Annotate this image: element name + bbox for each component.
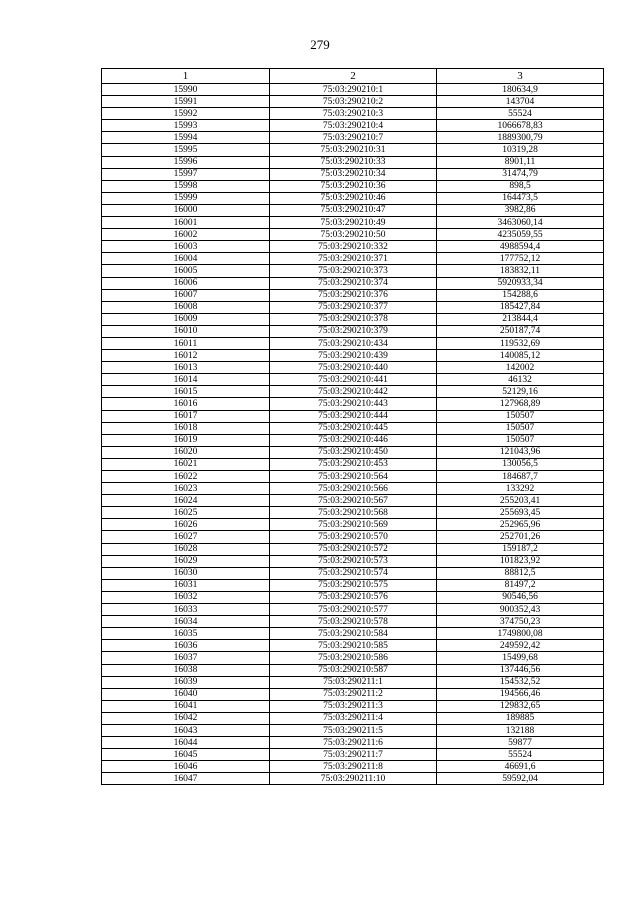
row-number-cell: 16015 [102, 386, 270, 398]
cadastral-number-cell: 75:03:290210:566 [270, 483, 437, 495]
cadastral-number-cell: 75:03:290210:371 [270, 253, 437, 265]
value-cell: 3982,86 [437, 204, 604, 216]
value-cell: 374750,23 [437, 616, 604, 628]
row-number-cell: 16006 [102, 277, 270, 289]
row-number-cell: 16007 [102, 289, 270, 301]
value-cell: 10319,28 [437, 144, 604, 156]
value-cell: 194566,46 [437, 688, 604, 700]
row-number-cell: 16033 [102, 604, 270, 616]
row-number-cell: 16044 [102, 737, 270, 749]
table-row [102, 277, 604, 289]
value-cell: 150507 [437, 422, 604, 434]
cadastral-number-cell: 75:03:290210:573 [270, 555, 437, 567]
column-header-2: 2 [270, 69, 437, 84]
cadastral-number-cell: 75:03:290210:376 [270, 289, 437, 301]
value-cell: 81497,2 [437, 579, 604, 591]
table-row [102, 712, 604, 724]
value-cell: 31474,79 [437, 168, 604, 180]
cadastral-number-cell: 75:03:290210:568 [270, 507, 437, 519]
row-number-cell: 16025 [102, 507, 270, 519]
row-number-cell: 16008 [102, 301, 270, 313]
table-row [102, 591, 604, 603]
value-cell: 213844,4 [437, 313, 604, 325]
table-row [102, 555, 604, 567]
cadastral-number-cell: 75:03:290210:572 [270, 543, 437, 555]
row-number-cell: 16020 [102, 446, 270, 458]
cadastral-number-cell: 75:03:290211:10 [270, 773, 437, 785]
value-cell: 5920933,34 [437, 277, 604, 289]
table-row [102, 217, 604, 229]
cadastral-number-cell: 75:03:290211:6 [270, 737, 437, 749]
row-number-cell: 16032 [102, 591, 270, 603]
cadastral-number-cell: 75:03:290211:7 [270, 749, 437, 761]
value-cell: 189885 [437, 712, 604, 724]
row-number-cell: 16002 [102, 229, 270, 241]
row-number-cell: 16018 [102, 422, 270, 434]
cadastral-number-cell: 75:03:290210:564 [270, 471, 437, 483]
value-cell: 140085,12 [437, 350, 604, 362]
table-row [102, 398, 604, 410]
cadastral-number-cell: 75:03:290210:445 [270, 422, 437, 434]
table-row [102, 132, 604, 144]
table-row [102, 374, 604, 386]
row-number-cell: 16021 [102, 458, 270, 470]
table-row [102, 761, 604, 773]
table-row [102, 180, 604, 192]
value-cell: 184687,7 [437, 471, 604, 483]
value-cell: 59877 [437, 737, 604, 749]
table-row [102, 616, 604, 628]
value-cell: 101823,92 [437, 555, 604, 567]
value-cell: 4235059,55 [437, 229, 604, 241]
cadastral-number-cell: 75:03:290210:585 [270, 640, 437, 652]
row-number-cell: 15993 [102, 120, 270, 132]
cadastral-number-cell: 75:03:290210:378 [270, 313, 437, 325]
value-cell: 154288,6 [437, 289, 604, 301]
table-row [102, 253, 604, 265]
row-number-cell: 16009 [102, 313, 270, 325]
row-number-cell: 16022 [102, 471, 270, 483]
table-row [102, 84, 604, 96]
value-cell: 154532,52 [437, 676, 604, 688]
cadastral-number-cell: 75:03:290210:377 [270, 301, 437, 313]
table-row [102, 422, 604, 434]
row-number-cell: 16028 [102, 543, 270, 555]
table-row [102, 241, 604, 253]
value-cell: 185427,84 [437, 301, 604, 313]
table-row [102, 543, 604, 555]
value-cell: 255203,41 [437, 495, 604, 507]
value-cell: 177752,12 [437, 253, 604, 265]
column-header-3: 3 [437, 69, 604, 84]
table-row [102, 301, 604, 313]
cadastral-number-cell: 75:03:290210:374 [270, 277, 437, 289]
row-number-cell: 16000 [102, 204, 270, 216]
cadastral-number-cell: 75:03:290210:576 [270, 591, 437, 603]
row-number-cell: 16047 [102, 773, 270, 785]
row-number-cell: 16039 [102, 676, 270, 688]
table-row [102, 567, 604, 579]
table-row [102, 265, 604, 277]
value-cell: 255693,45 [437, 507, 604, 519]
table-row [102, 688, 604, 700]
value-cell: 150507 [437, 410, 604, 422]
table-row [102, 531, 604, 543]
cadastral-number-cell: 75:03:290210:34 [270, 168, 437, 180]
table-row [102, 471, 604, 483]
value-cell: 1066678,83 [437, 120, 604, 132]
value-cell: 119532,69 [437, 337, 604, 349]
table-row [102, 519, 604, 531]
table-row [102, 640, 604, 652]
table-row [102, 700, 604, 712]
table-row [102, 108, 604, 120]
row-number-cell: 16040 [102, 688, 270, 700]
table-row [102, 446, 604, 458]
table-row [102, 483, 604, 495]
table-row [102, 737, 604, 749]
cadastral-number-cell: 75:03:290210:1 [270, 84, 437, 96]
cadastral-number-cell: 75:03:290210:570 [270, 531, 437, 543]
cadastral-number-cell: 75:03:290211:1 [270, 676, 437, 688]
cadastral-number-cell: 75:03:290210:31 [270, 144, 437, 156]
value-cell: 133292 [437, 483, 604, 495]
table-header-row [102, 69, 604, 84]
cadastral-number-cell: 75:03:290210:49 [270, 217, 437, 229]
value-cell: 183832,11 [437, 265, 604, 277]
cadastral-number-cell: 75:03:290211:8 [270, 761, 437, 773]
row-number-cell: 16036 [102, 640, 270, 652]
column-header-1: 1 [102, 69, 270, 84]
row-number-cell: 16045 [102, 749, 270, 761]
value-cell: 142002 [437, 362, 604, 374]
row-number-cell: 16016 [102, 398, 270, 410]
row-number-cell: 15991 [102, 96, 270, 108]
table-row [102, 664, 604, 676]
cadastral-number-cell: 75:03:290210:434 [270, 337, 437, 349]
table-row [102, 410, 604, 422]
table-row [102, 156, 604, 168]
cadastral-number-cell: 75:03:290210:3 [270, 108, 437, 120]
value-cell: 55524 [437, 108, 604, 120]
row-number-cell: 15990 [102, 84, 270, 96]
cadastral-number-cell: 75:03:290210:7 [270, 132, 437, 144]
value-cell: 3463060,14 [437, 217, 604, 229]
table-row [102, 724, 604, 736]
cadastral-number-cell: 75:03:290210:586 [270, 652, 437, 664]
cadastral-number-cell: 75:03:290210:453 [270, 458, 437, 470]
cadastral-number-cell: 75:03:290210:4 [270, 120, 437, 132]
value-cell: 252701,26 [437, 531, 604, 543]
value-cell: 4988594,4 [437, 241, 604, 253]
row-number-cell: 16013 [102, 362, 270, 374]
cadastral-number-cell: 75:03:290210:379 [270, 325, 437, 337]
value-cell: 132188 [437, 724, 604, 736]
row-number-cell: 16024 [102, 495, 270, 507]
table-row [102, 289, 604, 301]
cadastral-number-cell: 75:03:290211:2 [270, 688, 437, 700]
row-number-cell: 16041 [102, 700, 270, 712]
row-number-cell: 15992 [102, 108, 270, 120]
value-cell: 88812,5 [437, 567, 604, 579]
cadastral-number-cell: 75:03:290210:50 [270, 229, 437, 241]
row-number-cell: 16017 [102, 410, 270, 422]
value-cell: 52129,16 [437, 386, 604, 398]
row-number-cell: 15996 [102, 156, 270, 168]
row-number-cell: 16027 [102, 531, 270, 543]
value-cell: 121043,96 [437, 446, 604, 458]
cadastral-number-cell: 75:03:290210:450 [270, 446, 437, 458]
table-row [102, 144, 604, 156]
value-cell: 46132 [437, 374, 604, 386]
value-cell: 159187,2 [437, 543, 604, 555]
cadastral-number-cell: 75:03:290210:575 [270, 579, 437, 591]
table-row [102, 579, 604, 591]
row-number-cell: 16011 [102, 337, 270, 349]
row-number-cell: 16014 [102, 374, 270, 386]
value-cell: 46691,6 [437, 761, 604, 773]
cadastral-number-cell: 75:03:290210:446 [270, 434, 437, 446]
cadastral-number-cell: 75:03:290210:444 [270, 410, 437, 422]
value-cell: 127968,89 [437, 398, 604, 410]
table-row [102, 652, 604, 664]
table-row [102, 204, 604, 216]
value-cell: 180634,9 [437, 84, 604, 96]
table-row [102, 325, 604, 337]
table-row [102, 362, 604, 374]
table-row [102, 120, 604, 132]
cadastral-number-cell: 75:03:290210:33 [270, 156, 437, 168]
cadastral-number-cell: 75:03:290210:373 [270, 265, 437, 277]
row-number-cell: 16046 [102, 761, 270, 773]
table-row [102, 434, 604, 446]
page-number: 279 [310, 37, 330, 52]
table-row [102, 313, 604, 325]
table-row [102, 676, 604, 688]
value-cell: 55524 [437, 749, 604, 761]
cadastral-number-cell: 75:03:290210:443 [270, 398, 437, 410]
row-number-cell: 16029 [102, 555, 270, 567]
table-row [102, 168, 604, 180]
table-row [102, 604, 604, 616]
cadastral-number-cell: 75:03:290210:2 [270, 96, 437, 108]
value-cell: 137446,56 [437, 664, 604, 676]
value-cell: 130056,5 [437, 458, 604, 470]
row-number-cell: 16026 [102, 519, 270, 531]
row-number-cell: 16004 [102, 253, 270, 265]
table-body [102, 84, 604, 785]
value-cell: 129832,65 [437, 700, 604, 712]
table-row [102, 749, 604, 761]
value-cell: 59592,04 [437, 773, 604, 785]
row-number-cell: 16019 [102, 434, 270, 446]
cadastral-table [101, 68, 604, 785]
row-number-cell: 16001 [102, 217, 270, 229]
row-number-cell: 16035 [102, 628, 270, 640]
cadastral-number-cell: 75:03:290211:3 [270, 700, 437, 712]
table-row [102, 495, 604, 507]
value-cell: 8901,11 [437, 156, 604, 168]
row-number-cell: 16037 [102, 652, 270, 664]
row-number-cell: 16030 [102, 567, 270, 579]
value-cell: 900352,43 [437, 604, 604, 616]
table-row [102, 628, 604, 640]
value-cell: 1889300,79 [437, 132, 604, 144]
row-number-cell: 16023 [102, 483, 270, 495]
cadastral-number-cell: 75:03:290210:47 [270, 204, 437, 216]
row-number-cell: 16038 [102, 664, 270, 676]
row-number-cell: 16042 [102, 712, 270, 724]
table-row [102, 458, 604, 470]
value-cell: 164473,5 [437, 192, 604, 204]
value-cell: 250187,74 [437, 325, 604, 337]
cadastral-number-cell: 75:03:290210:441 [270, 374, 437, 386]
table-row [102, 773, 604, 785]
table-row [102, 192, 604, 204]
cadastral-number-cell: 75:03:290210:567 [270, 495, 437, 507]
cadastral-number-cell: 75:03:290210:577 [270, 604, 437, 616]
row-number-cell: 15997 [102, 168, 270, 180]
cadastral-number-cell: 75:03:290211:5 [270, 724, 437, 736]
table-row [102, 386, 604, 398]
cadastral-number-cell: 75:03:290210:46 [270, 192, 437, 204]
row-number-cell: 16034 [102, 616, 270, 628]
table-row [102, 229, 604, 241]
table-row [102, 337, 604, 349]
row-number-cell: 16005 [102, 265, 270, 277]
value-cell: 143704 [437, 96, 604, 108]
table-row [102, 507, 604, 519]
value-cell: 252965,96 [437, 519, 604, 531]
row-number-cell: 16043 [102, 724, 270, 736]
row-number-cell: 16031 [102, 579, 270, 591]
cadastral-number-cell: 75:03:290211:4 [270, 712, 437, 724]
cadastral-number-cell: 75:03:290210:569 [270, 519, 437, 531]
cadastral-number-cell: 75:03:290210:439 [270, 350, 437, 362]
cadastral-number-cell: 75:03:290210:36 [270, 180, 437, 192]
row-number-cell: 15999 [102, 192, 270, 204]
row-number-cell: 16012 [102, 350, 270, 362]
row-number-cell: 16003 [102, 241, 270, 253]
value-cell: 150507 [437, 434, 604, 446]
row-number-cell: 16010 [102, 325, 270, 337]
value-cell: 15499,68 [437, 652, 604, 664]
value-cell: 249592,42 [437, 640, 604, 652]
value-cell: 1749800,08 [437, 628, 604, 640]
cadastral-number-cell: 75:03:290210:574 [270, 567, 437, 579]
value-cell: 90546,56 [437, 591, 604, 603]
cadastral-number-cell: 75:03:290210:584 [270, 628, 437, 640]
cadastral-number-cell: 75:03:290210:440 [270, 362, 437, 374]
cadastral-number-cell: 75:03:290210:578 [270, 616, 437, 628]
cadastral-number-cell: 75:03:290210:332 [270, 241, 437, 253]
table-row [102, 350, 604, 362]
row-number-cell: 15998 [102, 180, 270, 192]
cadastral-number-cell: 75:03:290210:442 [270, 386, 437, 398]
row-number-cell: 15994 [102, 132, 270, 144]
value-cell: 898,5 [437, 180, 604, 192]
row-number-cell: 15995 [102, 144, 270, 156]
table-row [102, 96, 604, 108]
cadastral-number-cell: 75:03:290210:587 [270, 664, 437, 676]
